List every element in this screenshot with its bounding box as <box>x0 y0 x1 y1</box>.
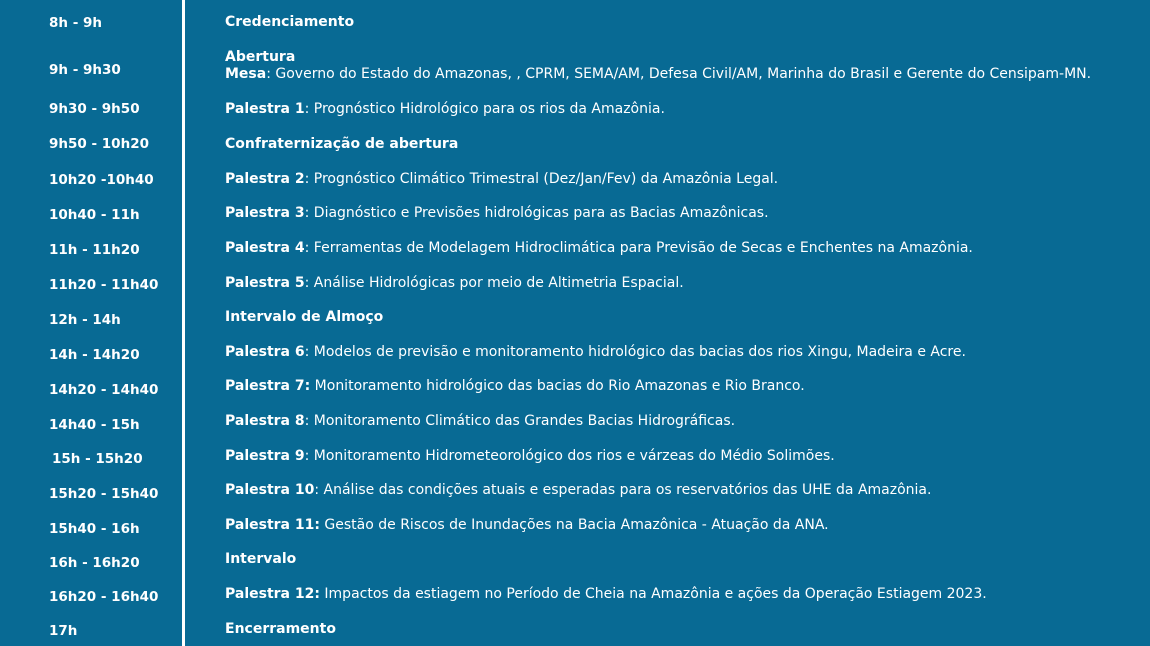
entry-label: Palestra 7: <box>225 378 311 394</box>
time-slot: 16h - 16h20 <box>49 555 140 571</box>
time-slot: 14h40 - 15h <box>49 417 140 433</box>
entry-label: Mesa <box>225 66 267 82</box>
agenda-entry <box>225 447 835 465</box>
agenda-entry <box>225 308 383 326</box>
entry-label: Palestra 2 <box>225 171 305 187</box>
entry-label: Confraternização de abertura <box>225 136 459 152</box>
agenda-entry <box>225 204 769 222</box>
entry-label: Palestra 6 <box>225 344 305 360</box>
agenda-entry <box>225 620 336 638</box>
entry-text: Gestão de Riscos de Inundações na Bacia Amazônica - Atuação da ANA. <box>319 517 829 533</box>
time-slot: 15h - 15h20 <box>52 451 143 467</box>
entry-label: Intervalo de Almoço <box>225 309 384 325</box>
entry-text: : Governo do Estado do Amazonas, , CPRM, SEMA/AM, Defesa Civil/AM, Marinha do Brasil e Gerente do Censipam-MN. <box>266 66 1092 82</box>
entry-label: Abertura <box>225 49 296 65</box>
agenda-entry <box>225 239 973 257</box>
time-slot: 14h - 14h20 <box>49 347 140 363</box>
agenda-entry <box>225 585 987 603</box>
entry-label: Palestra 8 <box>225 413 305 429</box>
agenda-entry <box>225 516 829 534</box>
entry-label: Palestra 9 <box>225 448 305 464</box>
entry-text: : Monitoramento Climático das Grandes Bacias Hidrográficas. <box>304 413 736 429</box>
time-slot: 10h40 - 11h <box>49 207 140 223</box>
time-slot: 11h - 11h20 <box>49 242 140 258</box>
agenda-entry <box>225 481 931 499</box>
agenda-entry <box>225 48 295 66</box>
time-slot: 10h20 -10h40 <box>49 172 154 188</box>
time-slot: 15h20 - 15h40 <box>49 486 159 502</box>
entry-label: Palestra 10 <box>225 482 315 498</box>
time-slot: 12h - 14h <box>49 312 121 328</box>
entry-label: Palestra 5 <box>225 275 305 291</box>
entry-label: Palestra 1 <box>225 101 305 117</box>
entry-text: : Prognóstico Climático Trimestral (Dez/Jan/Fev) da Amazônia Legal. <box>304 171 779 187</box>
agenda-entry <box>225 343 966 361</box>
time-slot: 15h40 - 16h <box>49 521 140 537</box>
time-slot: 14h20 - 14h40 <box>49 382 159 398</box>
entry-text: Monitoramento hidrológico das bacias do Rio Amazonas e Rio Branco. <box>310 378 805 394</box>
entry-text: : Análise das condições atuais e esperadas para os reservatórios das UHE da Amazônia. <box>314 482 932 498</box>
agenda-entry <box>225 13 354 31</box>
time-slot: 9h30 - 9h50 <box>49 101 140 117</box>
agenda-entry <box>225 377 805 395</box>
entry-text: : Monitoramento Hidrometeorológico dos rios e várzeas do Médio Solimões. <box>304 448 835 464</box>
entry-label: Intervalo <box>225 551 297 567</box>
entry-text: Impactos da estiagem no Período de Cheia na Amazônia e ações da Operação Estiagem 2023. <box>319 586 987 602</box>
entry-text: : Prognóstico Hidrológico para os rios da Amazônia. <box>304 101 665 117</box>
entry-text: : Diagnóstico e Previsões hidrológicas para as Bacias Amazônicas. <box>304 205 769 221</box>
entry-label: Palestra 12: <box>225 586 320 602</box>
entry-label: Palestra 3 <box>225 205 305 221</box>
agenda-entry <box>225 170 778 188</box>
time-slot: 16h20 - 16h40 <box>49 589 159 605</box>
agenda-entry <box>225 135 458 153</box>
entry-label: Palestra 11: <box>225 517 320 533</box>
agenda-entry <box>225 274 684 292</box>
entry-label: Credenciamento <box>225 14 355 30</box>
time-slot: 8h - 9h <box>49 15 103 31</box>
time-slot: 17h <box>49 623 78 639</box>
time-slot: 11h20 - 11h40 <box>49 277 159 293</box>
time-slot: 9h50 - 10h20 <box>49 136 149 152</box>
agenda-entry <box>225 65 1091 83</box>
time-slot: 9h - 9h30 <box>49 62 121 78</box>
entry-label: Palestra 4 <box>225 240 305 256</box>
entry-text: : Modelos de previsão e monitoramento hidrológico das bacias dos rios Xingu, Madeira e Acre. <box>304 344 966 360</box>
agenda-entry <box>225 412 735 430</box>
column-divider <box>182 0 185 646</box>
entry-label: Encerramento <box>225 621 336 637</box>
agenda-entry <box>225 100 665 118</box>
entry-text: : Ferramentas de Modelagem Hidroclimática para Previsão de Secas e Enchentes na Amazônia. <box>304 240 973 256</box>
entry-text: : Análise Hidrológicas por meio de Altimetria Espacial. <box>304 275 684 291</box>
agenda-entry <box>225 550 296 568</box>
